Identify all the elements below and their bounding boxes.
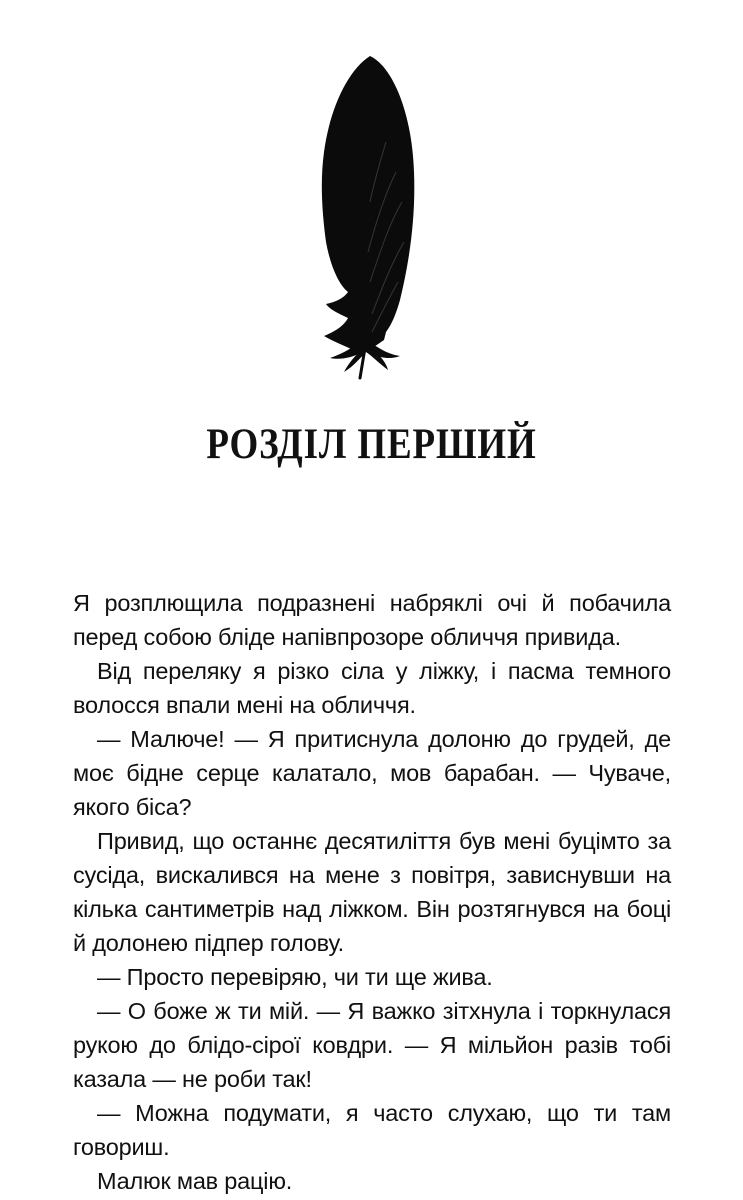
paragraph: — Просто перевіряю, чи ти ще жива. — [97, 964, 493, 990]
chapter-title: РОЗДІЛ ПЕРШИЙ — [206, 421, 537, 468]
paragraph: — О боже ж ти мій. — Я важко зітхнула і торкнулася рукою до блідо-сірої ковдри. — Я мільйон разів тобі казала — не роби так! — [73, 998, 671, 1092]
paragraph: Малюк мав рацію. — [97, 1168, 293, 1194]
paragraph: Від переляку я різко сіла у ліжку, і пасма темного волосся впали мені на обличчя. — [73, 658, 671, 718]
chapter-body — [73, 586, 671, 1198]
paragraph: Привид, що останнє десятиліття був мені буцімто за сусіда, вискалився на мене з повітря, зависнувши на кілька сантиметрів над ліжком. Він розтягнувся на боці й долонею підпер голову. — [73, 828, 671, 956]
paragraph: Я розплющила подразнені набряклі очі й побачила перед собою бліде напівпрозоре обличчя привида. — [73, 590, 671, 650]
paragraph: — Малюче! — Я притиснула долоню до грудей, де моє бідне серце калатало, мов барабан. — Чуваче, якого біса? — [73, 726, 671, 820]
feather-icon — [300, 52, 440, 380]
paragraph: — Можна подумати, я часто слухаю, що ти там говориш. — [73, 1100, 671, 1160]
